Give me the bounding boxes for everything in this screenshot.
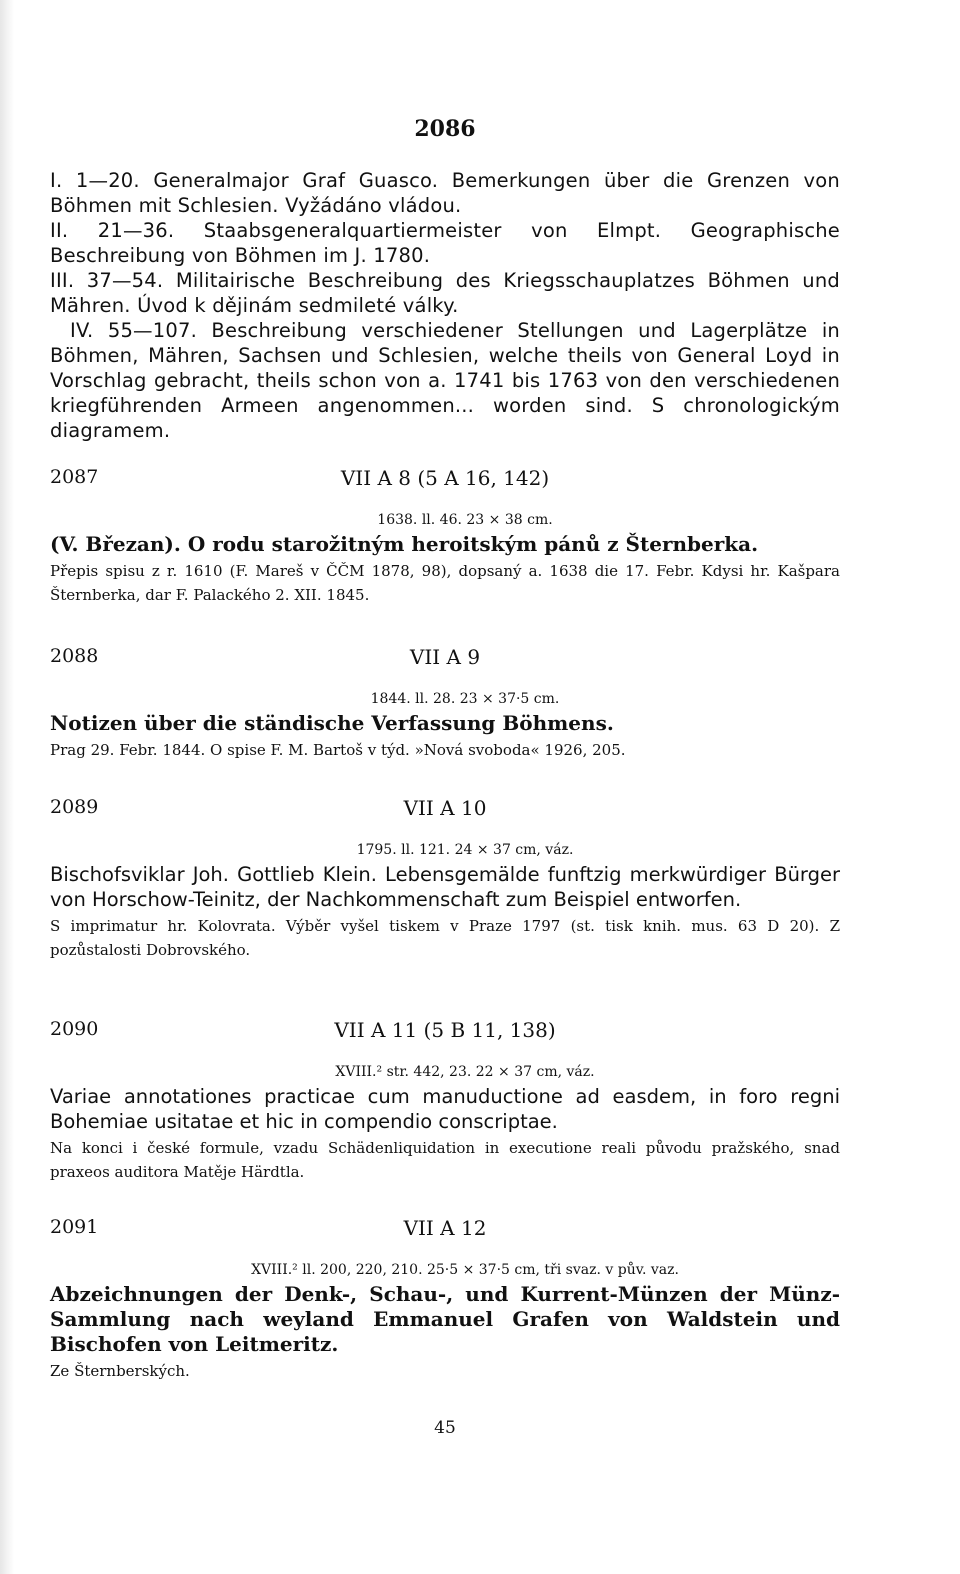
entry-signature: VII A 8 (5 A 16, 142): [340, 466, 550, 490]
catalog-entry-2088: [50, 645, 840, 762]
intro-item: IV. 55—107. Beschreibung verschiedener Stellungen und Lagerplätze in Böhmen, Mähren, Sachsen und Schlesien, welche theils von General Loyd in Vorschlag gebracht, theils schon von a. 1741 bis 1763 von den verschiedenen kriegführenden Armeen angenommen... worden sind. S chronologickým diagramem.: [50, 319, 840, 442]
entry-head: [50, 645, 840, 677]
footer-page-number: 45: [434, 1418, 456, 1438]
intro-item: I. 1—20. Generalmajor Graf Guasco. Bemerkungen über die Grenzen von Böhmen mit Schlesien. Vyžádáno vládou.: [50, 169, 840, 217]
entry-number: 2091: [50, 1216, 99, 1238]
entry-note: Ze Šternberských.: [50, 1362, 190, 1380]
entry-title: Notizen über die ständische Verfassung Böhmens.: [50, 711, 614, 735]
entry-title: Abzeichnungen der Denk-, Schau-, und Kurrent-Münzen der Münz-Sammlung nach weyland Emmanuel Grafen von Waldstein und Bischofen von Leitmeritz.: [50, 1282, 840, 1356]
page-number: 2086: [414, 116, 476, 142]
entry-number: 2090: [50, 1018, 99, 1040]
catalog-entry-2091: [50, 1216, 840, 1383]
catalog-entry-2090: [50, 1018, 840, 1184]
intro-item: II. 21—36. Staabsgeneralquartiermeister von Elmpt. Geographische Beschreibung von Böhmen im J. 1780.: [50, 219, 840, 267]
entry-number: 2089: [50, 796, 99, 818]
entry-title: Variae annotationes practicae cum manuductione ad easdem, in foro regni Bohemiae usitatae et hic in compendio conscriptae.: [50, 1085, 840, 1133]
intro-item: III. 37—54. Militairische Beschreibung des Kriegsschauplatzes Böhmen und Mähren. Úvod k dějinám sedmileté války.: [50, 269, 840, 317]
entry-signature: VII A 11 (5 B 11, 138): [334, 1018, 556, 1042]
intro-contents: [50, 168, 840, 443]
page-edge-shadow: [0, 0, 14, 1574]
entry-physical-description: 1638. ll. 46. 23 × 38 cm.: [377, 512, 553, 528]
entry-note: Na konci i české formule, vzadu Schädenliquidation in executione reali původu pražského, snad praxeos auditora Matěje Härdtla.: [50, 1139, 840, 1181]
entry-signature: VII A 10: [403, 796, 487, 820]
entry-number: 2088: [50, 645, 99, 667]
entry-note: Prag 29. Febr. 1844. O spise F. M. Bartoš v týd. »Nová svoboda« 1926, 205.: [50, 741, 626, 759]
entry-title: (V. Březan). O rodu starožitným heroitským pánů z Šternberka.: [50, 532, 759, 556]
entry-head: [50, 1216, 840, 1248]
entry-head: [50, 796, 840, 828]
catalog-entry-2089: [50, 796, 840, 962]
entry-signature: VII A 12: [403, 1216, 487, 1240]
entry-head: [50, 1018, 840, 1050]
entry-note: Přepis spisu z r. 1610 (F. Mareš v ČČM 1878, 98), dopsaný a. 1638 die 17. Febr. Kdysi hr. Kašpara Šternberka, dar F. Palackého 2. XII. 1845.: [50, 562, 840, 604]
entry-title: Bischofsviklar Joh. Gottlieb Klein. Lebensgemälde funftzig merkwürdiger Bürger von Horschow-Teinitz, der Nachkommenschaft zum Beispiel entworfen.: [50, 863, 840, 911]
entry-head: [50, 466, 840, 498]
entry-physical-description: XVIII.² str. 442, 23. 22 × 37 cm, váz.: [335, 1064, 595, 1080]
catalog-entry-2087: [50, 466, 840, 607]
entry-physical-description: 1795. ll. 121. 24 × 37 cm, váz.: [356, 842, 574, 858]
entry-number: 2087: [50, 466, 99, 488]
entry-physical-description: XVIII.² ll. 200, 220, 210. 25·5 × 37·5 cm, tři svaz. v pův. vaz.: [251, 1262, 679, 1278]
entry-physical-description: 1844. ll. 28. 23 × 37·5 cm.: [370, 691, 560, 707]
entry-signature: VII A 9: [409, 645, 481, 669]
document-page: [50, 0, 840, 1574]
entry-note: S imprimatur hr. Kolovrata. Výběr vyšel tiskem v Praze 1797 (st. tisk knih. mus. 63 D 20). Z pozůstalosti Dobrovského.: [50, 917, 840, 959]
